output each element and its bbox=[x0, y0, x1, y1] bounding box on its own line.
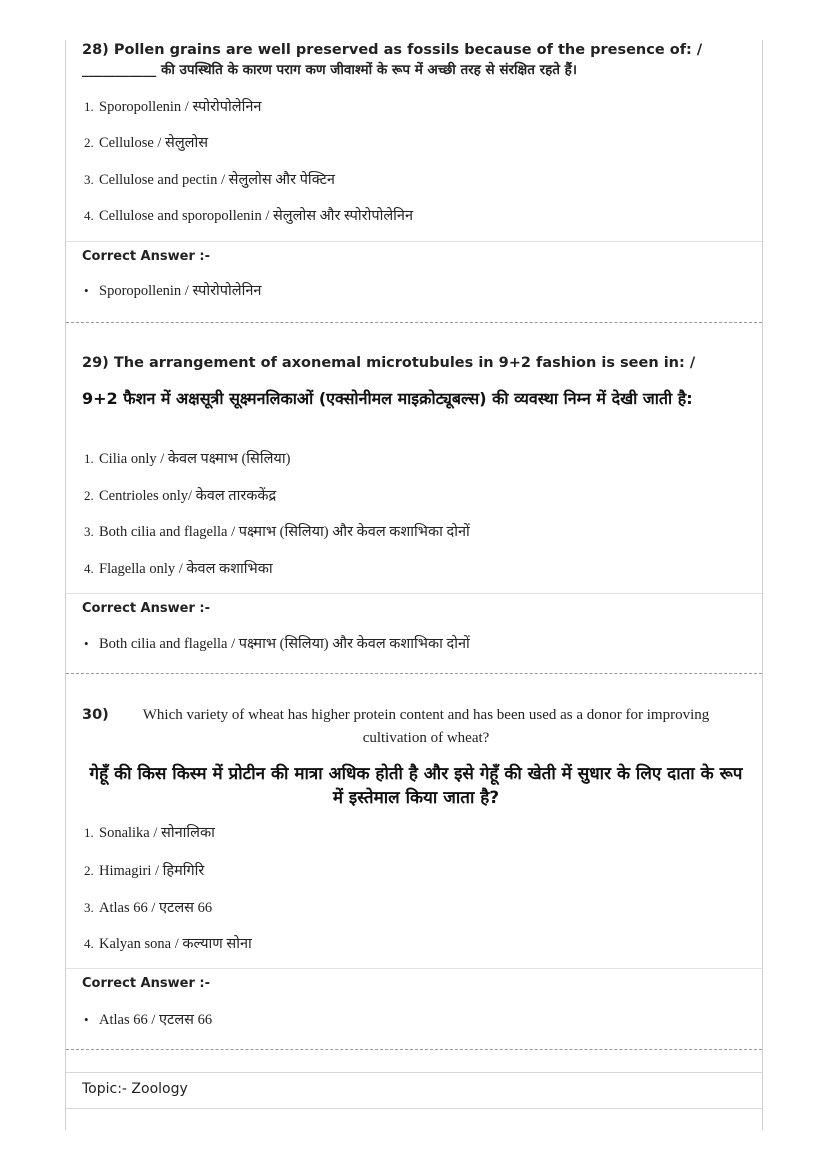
option-text: Centrioles only/ केवल तारककेंद्र bbox=[99, 488, 277, 504]
topic-label: Topic:- Zoology bbox=[82, 1081, 188, 1097]
question-number: 30) bbox=[82, 707, 109, 723]
question-title-hi: ___________ की उपस्थिति के कारण पराग कण जीवाश्मों के रूप में अच्छी तरह से संरक्षित रहते हैं। bbox=[82, 62, 577, 78]
correct-answer bbox=[84, 1009, 212, 1029]
option-1[interactable] bbox=[84, 448, 290, 468]
option-text: Himagiri / हिमगिरि bbox=[99, 863, 205, 879]
correct-answer-label: Correct Answer :- bbox=[82, 601, 210, 616]
correct-answer bbox=[84, 633, 470, 653]
option-2[interactable] bbox=[84, 132, 208, 152]
correct-answer-label: Correct Answer :- bbox=[82, 976, 210, 991]
option-1[interactable] bbox=[84, 822, 215, 842]
option-number: 3. bbox=[84, 524, 94, 539]
question-title-en: 28) Pollen grains are well preserved as fossils because of the presence of: / bbox=[82, 42, 703, 58]
option-3[interactable] bbox=[84, 521, 470, 541]
bullet: • bbox=[84, 283, 89, 298]
question-title-en: Which variety of wheat has higher protein content and has been used as a donor for improving cultivation of wheat? bbox=[142, 707, 710, 746]
question-divider bbox=[66, 322, 762, 323]
option-3[interactable] bbox=[84, 897, 212, 917]
question-title-hi: 9+2 फैशन में अक्षसूत्री सूक्ष्मनलिकाओं (एक्सोनीमल माइक्रोट्यूबल्स) की व्यवस्था निम्न में देखी जाती है: bbox=[82, 389, 693, 408]
option-text: Sporopollenin / स्पोरोपोलेनिन bbox=[99, 99, 262, 115]
divider bbox=[66, 968, 762, 969]
option-number: 1. bbox=[84, 99, 94, 114]
option-2[interactable] bbox=[84, 485, 276, 505]
option-4[interactable] bbox=[84, 205, 413, 225]
option-4[interactable] bbox=[84, 933, 252, 953]
correct-answer bbox=[84, 280, 261, 300]
option-text: Cellulose and pectin / सेलुलोस और पेक्टिन bbox=[99, 172, 335, 188]
bullet: • bbox=[84, 1012, 89, 1027]
question-divider bbox=[66, 1049, 762, 1050]
option-4[interactable] bbox=[84, 558, 273, 578]
correct-answer-text: Both cilia and flagella / पक्ष्माभ (सिलिया) और केवल कशाभिका दोनों bbox=[99, 636, 470, 652]
question-paper bbox=[65, 40, 763, 1130]
correct-answer-text: Atlas 66 / एटलस 66 bbox=[99, 1012, 213, 1028]
option-number: 4. bbox=[84, 561, 94, 576]
option-number: 4. bbox=[84, 936, 94, 951]
question-title-hi: गेहूँ की किस किस्म में प्रोटीन की मात्रा अधिक होती है और इसे गेहूँ की खेती में सुधार के लिए दाता के रूप में इस्तेमाल किया जाता है? bbox=[89, 764, 743, 808]
option-3[interactable] bbox=[84, 169, 335, 189]
correct-answer-label: Correct Answer :- bbox=[82, 249, 210, 264]
option-number: 3. bbox=[84, 900, 94, 915]
option-text: Cellulose / सेलुलोस bbox=[99, 135, 209, 151]
option-number: 4. bbox=[84, 208, 94, 223]
option-text: Both cilia and flagella / पक्ष्माभ (सिलिया) और केवल कशाभिका दोनों bbox=[99, 524, 470, 540]
topic-section bbox=[66, 1072, 762, 1109]
question-title-en: 29) The arrangement of axonemal microtubules in 9+2 fashion is seen in: / bbox=[82, 355, 696, 371]
option-text: Flagella only / केवल कशाभिका bbox=[99, 561, 273, 577]
question-divider bbox=[66, 673, 762, 674]
option-text: Cellulose and sporopollenin / सेलुलोस और स्पोरोपोलेनिन bbox=[99, 208, 414, 224]
option-2[interactable] bbox=[84, 860, 204, 880]
option-text: Sonalika / सोनालिका bbox=[99, 825, 215, 841]
option-number: 3. bbox=[84, 172, 94, 187]
divider bbox=[66, 593, 762, 594]
option-number: 1. bbox=[84, 825, 94, 840]
option-text: Atlas 66 / एटलस 66 bbox=[99, 900, 213, 916]
option-number: 2. bbox=[84, 863, 94, 878]
option-text: Kalyan sona / कल्याण सोना bbox=[99, 936, 252, 952]
divider bbox=[66, 241, 762, 242]
option-text: Cilia only / केवल पक्ष्माभ (सिलिया) bbox=[99, 451, 291, 467]
option-number: 2. bbox=[84, 135, 94, 150]
option-number: 2. bbox=[84, 488, 94, 503]
bullet: • bbox=[84, 636, 89, 651]
correct-answer-text: Sporopollenin / स्पोरोपोलेनिन bbox=[99, 283, 262, 299]
option-1[interactable] bbox=[84, 96, 261, 116]
option-number: 1. bbox=[84, 451, 94, 466]
